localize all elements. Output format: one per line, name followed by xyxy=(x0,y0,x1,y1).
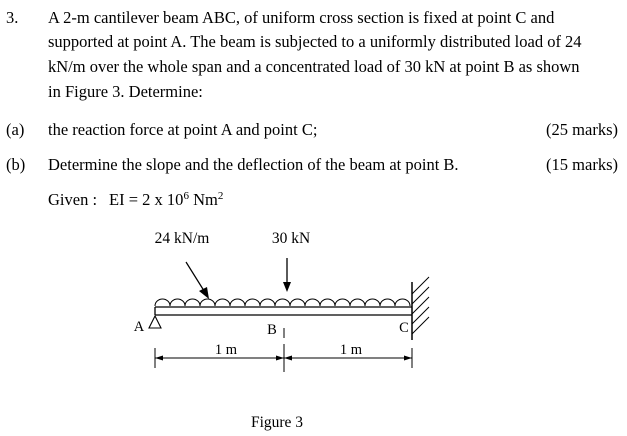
udl-label: 24 kN/m xyxy=(154,230,210,247)
pin-support-icon xyxy=(149,316,161,328)
question-line-1: A 2-m cantilever beam ABC, of uniform cross section is fixed at point C and xyxy=(48,8,555,27)
part-a-marks: (25 marks) xyxy=(546,120,618,139)
dimension-line xyxy=(155,344,412,372)
given-ei-unit-exponent: 2 xyxy=(217,190,224,202)
span-bc-label: 1 m xyxy=(339,342,363,358)
point-load-arrow-icon xyxy=(283,258,291,292)
part-b-text: Determine the slope and the deflection of the beam at point B. xyxy=(48,155,459,174)
figure-caption: Figure 3 xyxy=(250,414,304,431)
span-ab-label: 1 m xyxy=(214,342,238,358)
part-b-marks: (15 marks) xyxy=(546,155,618,174)
given-ei-unit: Nm xyxy=(188,190,218,209)
given-label: Given : xyxy=(48,190,98,209)
beam xyxy=(155,307,412,315)
fixed-support-icon xyxy=(412,277,429,340)
udl-loops xyxy=(155,299,410,306)
question-line-2: supported at point A. The beam is subjected to a uniformly distributed load of 24 xyxy=(48,32,582,51)
point-a-label: A xyxy=(133,319,145,335)
question-line-3: kN/m over the whole span and a concentrated load of 30 kN at point B as shown xyxy=(48,57,580,76)
part-a-text: the reaction force at point A and point C; xyxy=(48,120,318,139)
point-load-label: 30 kN xyxy=(271,230,311,247)
part-b-label: (b) xyxy=(6,155,26,174)
given-ei-prefix: EI = 2 x 10 xyxy=(109,190,184,209)
given-ei-exponent: 6 xyxy=(183,190,189,202)
question-line-4: in Figure 3. Determine: xyxy=(48,82,203,101)
udl-arrow-icon xyxy=(186,262,209,299)
point-b-label: B xyxy=(267,322,277,338)
point-c-label: C xyxy=(399,320,409,336)
question-number: 3. xyxy=(6,8,19,27)
part-a-label: (a) xyxy=(6,120,25,139)
